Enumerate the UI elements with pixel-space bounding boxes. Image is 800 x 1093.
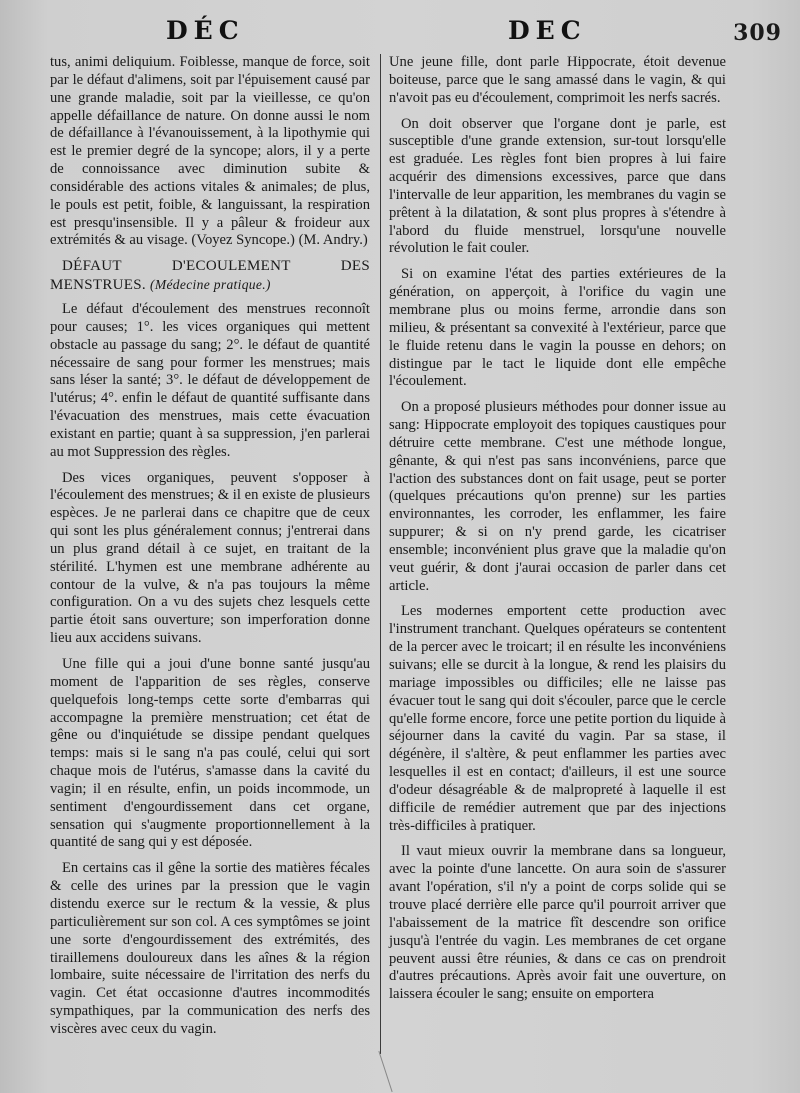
running-header — [0, 16, 800, 50]
paragraph: On doit observer que l'organe dont je parle, est susceptible d'une grande extension, sur-tout lorsqu'elle est graduée. Les règles font bien propres à lui faire acquérir des dimensions excessives, parce que dans l'intervalle de leur apparition, les membranes du vagin se prêtent à la dilatation, & sont plus propres à s'étendre à l'abord du fluide menstruel, lorsqu'une nouvelle révolution le fait couler. — [389, 115, 726, 257]
section-heading-title: DÉFAUT D'ECOULEMENT DES MENSTRUES. — [50, 258, 370, 294]
column-divider — [380, 54, 381, 1054]
paragraph: Si on examine l'état des parties extérieures de la génération, on apperçoit, à l'orifice du vagin une membrane plus ou moins ferme, arrondie dans son milieu, & présentant sa convexité à l'extérieur, parce que le fluide retenu dans le vagin la pousse en dehors; on distingue par le tact le liquide dont elle empêche l'écoulement. — [389, 266, 726, 390]
section-heading — [50, 258, 370, 295]
paragraph: En certains cas il gêne la sortie des matières fécales & celle des urines par la pression que le vagin distendu exerce sur le rectum & la vessie, & plus particulièrement sur son col. A ces symptômes se joint une sorte d'engourdissement des extrémités, des tiraillemens douloureux dans les aînes & la région lombaire, suite nécessaire de l'irritation des nerfs du vagin. Cet état occasionne d'autres incommodités sympathiques, par la communication des nerfs des viscères avec ceux du vagin. — [50, 860, 370, 1037]
header-left-word: DÉC — [166, 16, 245, 45]
right-column — [389, 54, 726, 1012]
paragraph: Les modernes emportent cette production avec l'instrument tranchant. Quelques opérateurs se contentent de la percer avec le troicart; il en résulte les inconvéniens suivans; elle se durcit à la longue, & rend les plaisirs du mariage impossibles ou difficiles; elle ne laisse pas évacuer tout le sang qui doit s'écouler, parce que le cercle qu'elle forme encore, force une petite portion du liquide à séjourner dans la cavité du vagin. Par sa stase, il dégénère, il s'altère, & peut enflammer les parties avec lesquelles il est en contact; d'ailleurs, il est une source d'odeur désagréable & de malpropreté à laquelle il est difficile de remédier autrement que par des injections très-difficiles à pratiquer. — [389, 603, 726, 834]
section-heading-subtitle: (Médecine pratique.) — [150, 277, 271, 293]
paragraph: Des vices organiques, peuvent s'opposer à l'écoulement des menstrues; & il en existe de plusieurs espèces. Je ne parlerai dans ce chapitre que de ceux qui sont les plus généralement connus; j'entrerai dans un plus grand détail à ce sujet, en traitant de la stérilité. L'hymen est une membrane adhérente au contour de la vulve, & n'a pas toujours la même configuration. On a vu des sujets chez lesquels cette partie étoit sans ouverture; son imperforation donne lieu aux accidens suivans. — [50, 469, 370, 647]
paragraph: Il vaut mieux ouvrir la membrane dans sa longueur, avec la pointe d'une lancette. On aura soin de s'assurer avant l'opération, s'il n'y a point de corps solide qui se trouve placé derrière elle parce qu'il pourroit arriver que l'abaissement de la matrice fît descendre son orifice jusqu'à l'entrée du vagin. Les membranes de cet organe peuvent aussi être réunies, & dans ce cas on prendroit d'autres précautions. Après avoir fait une ouverture, on laissera écouler le sang; ensuite on emportera — [389, 843, 726, 1003]
paragraph: On a proposé plusieurs méthodes pour donner issue au sang: Hippocrate employoit des topiques caustiques pour détruire cette membrane. C'est une méthode longue, gênante, & qui n'est pas sans inconvéniens, parce que l'action des substances dont on fait usage, peut se porter (quelques précautions qu'on prenne) sur les parties environnantes, les corroder, les enflammer, les faire suppurer; & si on n'y prend garde, les cicatriser ensemble; inconvénient plus grave que la maladie qu'on veut guérir, & dont j'aurai occasion de parler dans cet article. — [389, 399, 726, 594]
paragraph: Une jeune fille, dont parle Hippocrate, étoit devenue boiteuse, parce que le sang amassé dans le vagin, & qui n'avoit pas eu d'écoulement, comprimoit les nerfs sacrés. — [389, 54, 726, 106]
paragraph: Le défaut d'écoulement des menstrues reconnoît pour causes; 1°. les vices organiques qui mettent obstacle au passage du sang; 2°. le défaut de quantité nécessaire de sang pour former les menstrues; mais sans léser la santé; 3°. le défaut de développement de l'utérus; 4°. enfin le défaut de quantité suffisante dans l'évacuation des menstrues, mais cette évacuation existant en partie; quant à sa suppression, j'en parlerai au mot Suppression des règles. — [50, 300, 370, 460]
paragraph: tus, animi deliquium. Foiblesse, manque de force, soit par le défaut d'alimens, soit par l'épuisement causé par une grande maladie, soit par la vieillesse, ce qu'on appelle défaillance de nature. On donne aussi le nom de défaillance à l'évanouissement, à la lipothymie qui est le premier degré de la syncope; alors, il y a perte de connoissance avec diminution subite & considérable des actions vitales & animales; de plus, le pouls est petit, foible, & languissant, la respiration est presqu'insensible. Il y a pâleur & froideur aux extrémités & au visage. (Voyez Syncope.) (M. Andry.) — [50, 54, 370, 249]
paragraph: Une fille qui a joui d'une bonne santé jusqu'au moment de l'apparition de ses règles, conserve quelquefois long-temps cette sorte d'embarras qui accompagne la première menstruation; cet état de gêne ou d'inquiétude se dissipe pendant quelques temps: mais si le sang n'a pas coulé, celui qui sort chaque mois de l'utérus, s'amasse dans la cavité du vagin; il en résulte, enfin, un poids incommode, un sentiment d'engourdissement dans cet organe, sensation qui s'augmente proportionnellement à la quantité de sang qui y est déposée. — [50, 656, 370, 851]
page-fold-mark — [378, 1051, 392, 1092]
header-right-word: DEC — [508, 16, 587, 45]
left-column — [50, 54, 370, 1047]
page-number: 309 — [733, 20, 782, 46]
